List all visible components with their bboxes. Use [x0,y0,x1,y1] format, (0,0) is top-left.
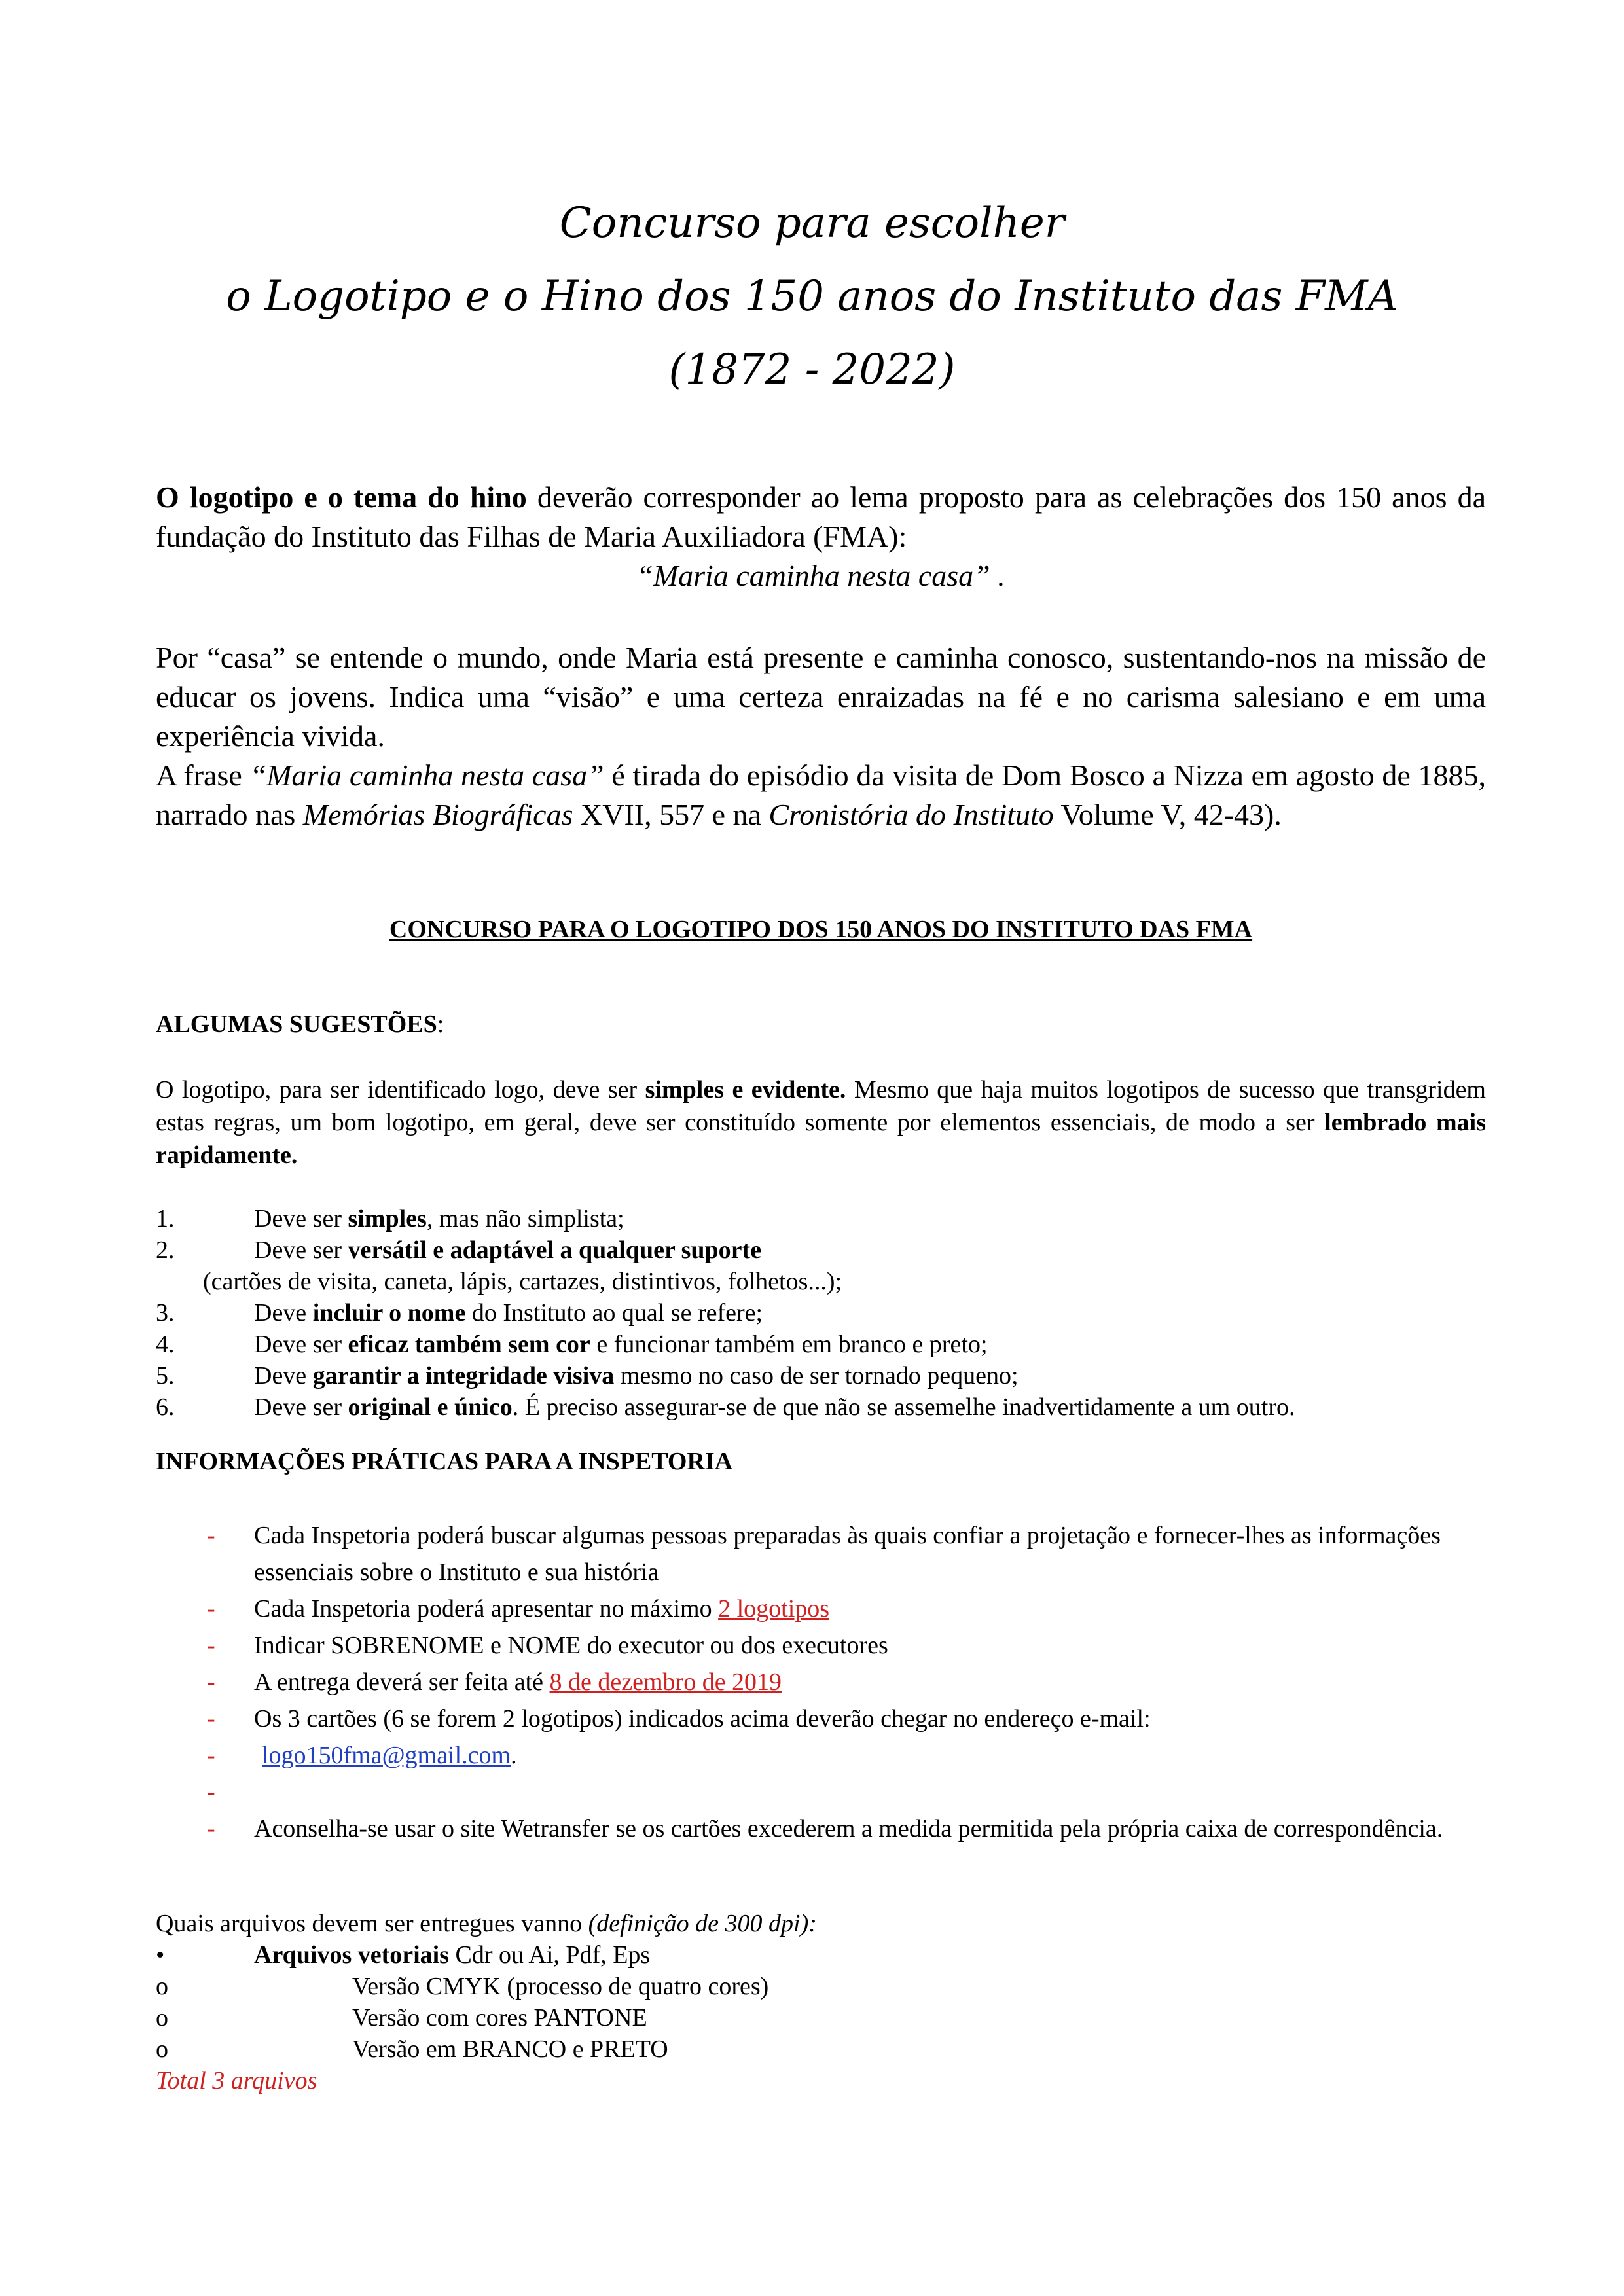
list-item-text-c: , mas não simplista; [426,1205,624,1232]
list-item-number: 5. [156,1362,175,1390]
dash-marker: - [207,1522,215,1549]
info-item-text: Indicar SOBRENOME e NOME do executor ou dos executores [254,1632,888,1659]
casa-paragraph: Por “casa” se entende o mundo, onde Maria está presente e caminha conosco, sustentando-nos na missão de educar os jovens. Indica uma “visão” e uma certeza enraizadas na fé e no carisma salesiano e em uma experiência vivida. [156,641,1486,753]
list-item [156,1360,1486,1391]
list-item [156,1971,1486,2002]
intro-bold: O logotipo e o tema do hino [156,480,527,514]
list-item [156,1391,1486,1423]
list-item [156,1664,1486,1700]
list-item-number: 6. [156,1393,175,1421]
list-item-text [254,1203,624,1234]
list-item-text-a: Deve [254,1299,313,1327]
deadline-highlight: 8 de dezembro de 2019 [549,1668,782,1696]
info-list [156,1517,1486,1847]
list-item [156,1737,1486,1774]
intro-motto: “Maria caminha nesta casa” . [636,559,1005,592]
suggestions-text-c: Mesmo que haja muitos logotipos de sucesso que transgridem estas regras, um bom logotipo, em geral, deve ser constituído somente por elementos essenciais, de modo a ser [156,1076,1486,1136]
list-item-text [254,1360,1019,1391]
frase-text-d: Volume V, 42-43). [1053,798,1282,831]
suggestions-paragraph [156,1073,1486,1172]
vector-files-formats: Cdr ou Ai, Pdf, Eps [449,1941,651,1969]
intro-text: deverão corresponder ao lema proposto para as celebrações dos 150 anos da fundação do Instituto das Filhas de Maria Auxiliadora (FMA): [156,480,1486,553]
list-item [156,1329,1486,1360]
list-item-bold: garantir a integridade visiva [312,1362,615,1390]
circle-marker: o [156,2004,168,2032]
list-item-2-sub: (cartões de visita, caneta, lápis, cartazes, distintivos, folhetos...); [203,1268,842,1295]
list-item-text-c: e funcionar também em branco e preto; [590,1331,988,1358]
suggestions-list [156,1203,1486,1423]
list-item-text-a: Deve ser [254,1236,348,1264]
files-intro [156,1908,1486,1939]
version-text: Versão em BRANCO e PRETO [352,2036,668,2063]
list-item-text-a: Deve [254,1362,313,1390]
list-item [156,2002,1486,2034]
empty-item [254,1778,261,1806]
circle-marker: o [156,2036,168,2063]
suggestions-heading-colon: : [437,1011,444,1038]
list-item [156,1700,1486,1737]
suggestions-heading-text: ALGUMAS SUGESTÕES [156,1011,437,1038]
list-item-text-c: mesmo no caso de ser tornado pequeno; [614,1362,1019,1390]
title-line-2: o Logotipo e o Hino dos 150 anos do Instituto das FMA [226,272,1398,321]
list-item-bold: eficaz também sem cor [348,1331,590,1358]
frase-ref-cronistoria: Cronistória do Instituto [768,798,1054,831]
suggestions-bold-1: simples e evidente. [645,1076,846,1103]
circle-marker: o [156,1973,168,2000]
list-item-number: 2. [156,1236,175,1264]
frase-paragraph [156,756,1486,834]
info-item-text: A entrega deverá ser feita até [254,1668,550,1696]
info-item-text: Aconselha-se usar o site Wetransfer se os cartões excederem a medida permitida pela própria caixa de correspondência. [254,1815,1443,1842]
frase-text-a: A frase [156,759,250,792]
dash-marker: - [207,1668,215,1696]
list-item-bold: incluir o nome [312,1299,466,1327]
list-item-text-c: . É preciso assegurar-se de que não se assemelhe inadvertidamente a um outro. [512,1393,1295,1421]
intro-section [156,478,1486,596]
list-item-number: 1. [156,1205,175,1232]
list-item-text-a: Deve ser [254,1205,348,1232]
frase-text-b: é tirada do episódio da visita de Dom Bosco a Nizza em agosto de 1885, narrado nas [156,759,1486,831]
list-item-number: 3. [156,1299,175,1327]
list-item [156,1234,1486,1266]
dash-marker: - [207,1595,215,1623]
list-item-text [254,1234,761,1266]
files-section [156,1908,1486,2096]
dash-marker: - [207,1632,215,1659]
suggestions-bold-2: lembrado mais rapidamente. [156,1109,1487,1169]
list-item [156,1627,1486,1664]
list-item-text-c: do Instituto ao qual se refere; [465,1299,763,1327]
email-period: . [511,1742,517,1769]
list-item [156,1590,1486,1627]
list-item [156,1297,1486,1329]
vector-files-text [254,1939,650,1971]
vector-files-bold: Arquivos vetoriais [254,1941,450,1969]
list-item-text [254,1329,988,1360]
dash-marker: - [207,1778,215,1806]
list-item-text [254,1391,1295,1423]
total-files: Total 3 arquivos [156,2067,317,2094]
max-logos-highlight: 2 logotipos [718,1595,830,1623]
info-item-text: Os 3 cartões (6 se forem 2 logotipos) indicados acima deverão chegar no endereço e-mail: [254,1705,1151,1732]
frase-motto: “Maria caminha nesta casa” [249,759,604,792]
dash-marker: - [207,1705,215,1732]
version-text: Versão com cores PANTONE [352,2004,647,2032]
list-item [156,1203,1486,1234]
version-text: Versão CMYK (processo de quatro cores) [352,1973,769,2000]
bullet-marker: • [156,1941,165,1969]
dash-marker: - [207,1815,215,1842]
casa-section [156,638,1486,834]
list-item-bold: versátil e adaptável a qualquer suporte [348,1236,762,1264]
list-item [156,1517,1486,1590]
info-item-text: Cada Inspetoria poderá apresentar no máximo [254,1595,719,1623]
dash-marker: - [207,1742,215,1769]
suggestions-heading [156,1008,444,1041]
title-line-1: Concurso para escolher [559,199,1065,247]
list-item-bold: simples [348,1205,427,1232]
list-item-text [254,1297,763,1329]
files-intro-italic: (definição de 300 dpi): [588,1910,817,1937]
info-item-text: Cada Inspetoria poderá buscar algumas pessoas preparadas às quais confiar a projetação e fornecer-lhes as informações essenciais sobre o Instituto e sua história [254,1522,1441,1586]
list-item [156,2034,1486,2065]
list-item-bold: original e único [348,1393,513,1421]
document-title [0,187,1624,406]
title-line-3: (1872 - 2022) [668,346,956,394]
suggestions-text-a: O logotipo, para ser identificado logo, deve ser [156,1076,645,1103]
frase-text-c: XVII, 557 e na [573,798,769,831]
contest-heading: CONCURSO PARA O LOGOTIPO DOS 150 ANOS DO INSTITUTO DAS FMA [389,916,1253,943]
list-item [156,1939,1486,1971]
list-item [156,1810,1486,1847]
list-item [156,1774,1486,1810]
list-item-text-a: Deve ser [254,1331,348,1358]
files-intro-text: Quais arquivos devem ser entregues vanno [156,1910,588,1937]
list-item-number: 4. [156,1331,175,1358]
frase-ref-memorias: Memórias Biográficas [302,798,573,831]
list-item-text-a: Deve ser [254,1393,348,1421]
email-link[interactable]: logo150fma@gmail.com [262,1742,511,1769]
info-heading: INFORMAÇÕES PRÁTICAS PARA A INSPETORIA [156,1448,733,1475]
intro-paragraph [156,478,1486,556]
